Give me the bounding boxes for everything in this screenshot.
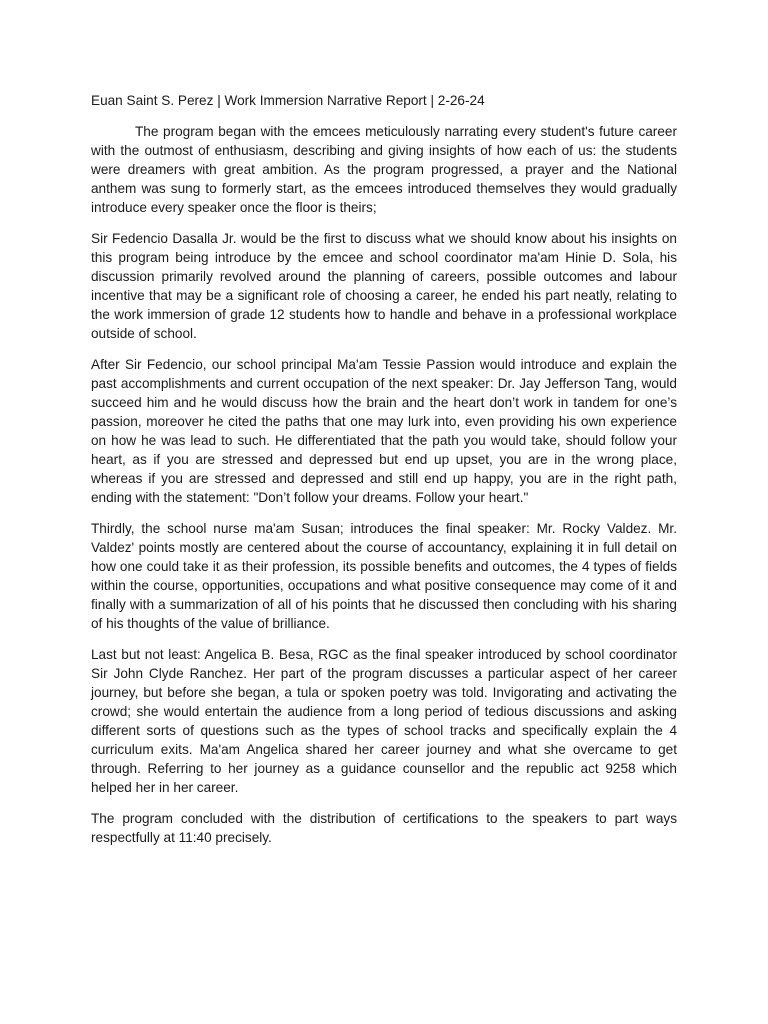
paragraph-first-speaker: Sir Fedencio Dasalla Jr. would be the first to discuss what we should know about his insights on this program being introduce by the emcee and school coordinator ma'am Hinie D. Sola, his discussion primarily revolved around the planning of careers, possible outcomes and labour incentive that may be a significant role of choosing a career, he ended his part neatly, relating to the work immersion of grade 12 students how to handle and behave in a professional workplace outside of school.	[91, 231, 677, 341]
paragraph-introduction: The program began with the emcees meticulously narrating every student's future career with the outmost of enthusiasm, describing and giving insights of how each of us: the students were dreamers with great ambition. As the program progressed, a prayer and the National anthem was sung to formerly start, as the emcees introduced themselves they would gradually introduce every speaker once the floor is theirs;	[91, 124, 677, 215]
paragraph-conclusion: The program concluded with the distribution of certifications to the speakers to part ways respectfully at 11:40 precisely.	[91, 811, 677, 845]
paragraph-final-speaker: Last but not least: Angelica B. Besa, RGC as the final speaker introduced by school coordinator Sir John Clyde Ranchez. Her part of the program discusses a particular aspect of her career journey, but before she began, a tula or spoken poetry was told. Invigorating and activating the crowd; she would entertain the audience from a long period of tedious discussions and asking different sorts of questions such as the types of school tracks and specifically explain the 4 curriculum exits. Ma'am Angelica shared her career journey and what she overcame to get through. Referring to her journey as a guidance counsellor and the republic act 9258 which helped her in her career.	[91, 647, 677, 795]
paragraph-third-speaker: Thirdly, the school nurse ma'am Susan; introduces the final speaker: Mr. Rocky Valdez. Mr. Valdez' points mostly are centered about the course of accountancy, explaining it in full detail on how one could take it as their profession, its possible benefits and outcomes, the 4 types of fields within the course, opportunities, occupations and what positive consequence may come of it and finally with a summarization of all of his points that he discussed then concluding with his sharing of his thoughts of the value of brilliance.	[91, 521, 677, 631]
document-header: Euan Saint S. Perez | Work Immersion Narrative Report | 2-26-24	[91, 93, 485, 108]
document-page	[91, 91, 677, 859]
paragraph-second-speaker: After Sir Fedencio, our school principal Ma'am Tessie Passion would introduce and explain the past accomplishments and current occupation of the next speaker: Dr. Jay Jefferson Tang, would succeed him and he would discuss how the brain and the heart don’t work in tandem for one’s passion, moreover he cited the paths that one may lurk into, even providing his own experience on how he was lead to such. He differentiated that the path you would take, should follow your heart, as if you are stressed and depressed but end up upset, you are in the wrong place, whereas if you are stressed and depressed and still end up happy, you are in the right path, ending with the statement: "Don’t follow your dreams. Follow your heart."	[91, 357, 677, 505]
